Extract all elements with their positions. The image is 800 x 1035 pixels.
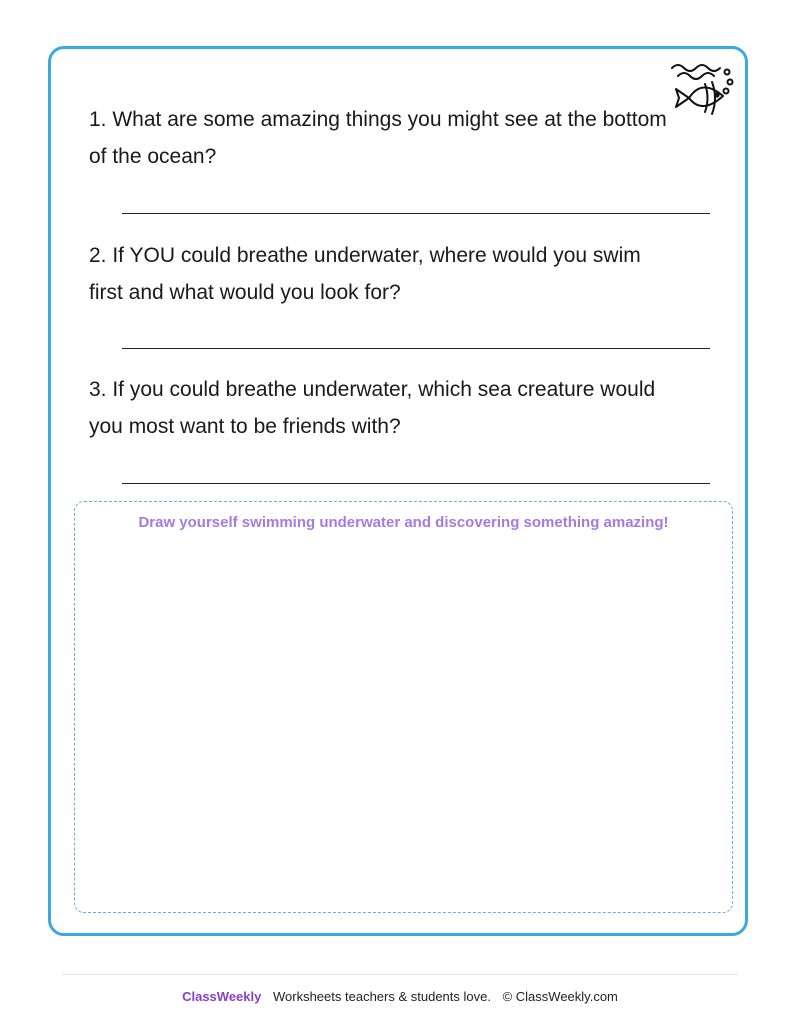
footer-tagline: Worksheets teachers & students love.	[272, 989, 491, 1004]
footer	[0, 989, 800, 1004]
fish-icon	[669, 59, 735, 117]
answer-line-2[interactable]	[122, 348, 710, 349]
drawing-area[interactable]	[74, 501, 733, 913]
answer-line-1[interactable]	[122, 213, 710, 214]
answer-line-3[interactable]	[122, 483, 710, 484]
drawing-prompt: Draw yourself swimming underwater and discovering something amazing!	[138, 514, 669, 531]
worksheet-card	[48, 46, 748, 936]
question-3: 3. If you could breathe underwater, which sea creature would you most want to be friends with?	[89, 378, 656, 438]
question-2: 2. If YOU could breathe underwater, where would you swim first and what would you look for?	[89, 244, 641, 304]
footer-copyright: © ClassWeekly.com	[502, 989, 618, 1004]
footer-brand: ClassWeekly	[182, 989, 262, 1004]
question-1: 1. What are some amazing things you might see at the bottom of the ocean?	[89, 108, 667, 168]
footer-divider	[62, 974, 738, 975]
